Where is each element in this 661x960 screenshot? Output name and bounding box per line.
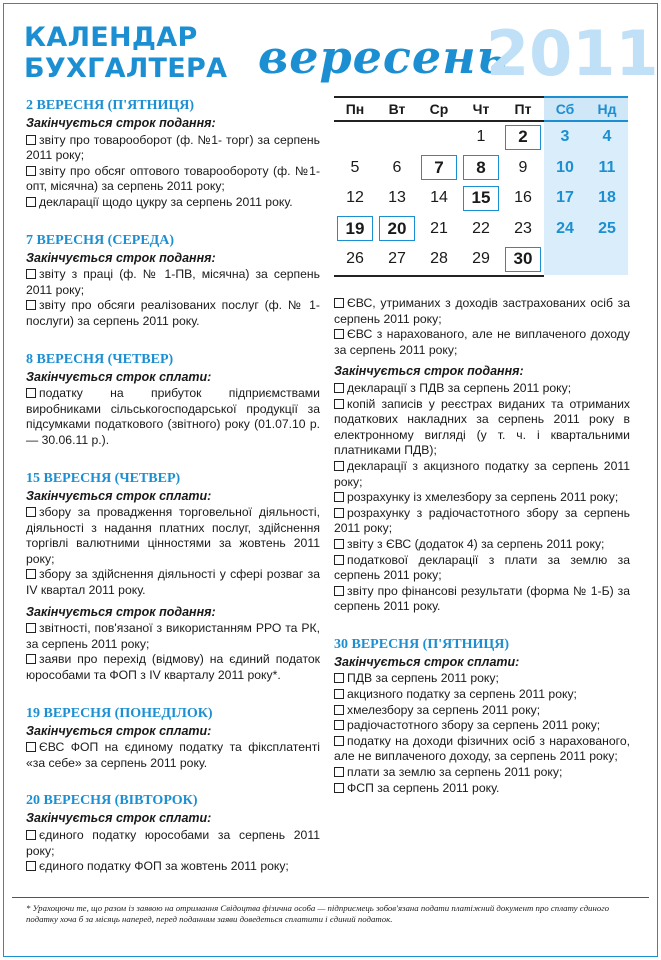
day-number: 2 — [505, 125, 541, 150]
item-text: податкової декларації з плати за землю за серпень 2011 року; — [334, 552, 630, 583]
item-text: ЄВС, утриманих з доходів застрахованих осіб за серпень 2011 року; — [334, 296, 630, 326]
day-number: 14 — [430, 189, 448, 207]
calendar-day — [544, 183, 586, 214]
item-text: копій записів у реєстрах виданих та отриманих податкових накладних за серпень 2011 року в електронному вигляді (у т. ч. і квартальними платниками ПДВ); — [334, 396, 630, 458]
calendar-day — [418, 183, 460, 214]
title-line-1: КАЛЕНДАР — [24, 22, 198, 53]
section-date: 2 ВЕРЕСНЯ (П'ЯТНИЦЯ) — [26, 98, 195, 113]
left-column — [26, 97, 320, 896]
checklist-item — [334, 537, 630, 553]
checkbox[interactable] — [334, 689, 344, 699]
item-text: ЄВС з нарахованого, але не виплаченого доходу за серпень 2011 року; — [334, 327, 630, 357]
calendar-day — [334, 244, 376, 275]
footnote: * Урахоцючи те, що разом із заявою на отримання Свідоцтва фізична особа — підприємець зобов'язана подати платіжний документ про сплату єдиного податку хоча б за місяць наперед, перед поданням заяви доведеться сплатити і єдиний податок. — [26, 903, 610, 924]
checklist-item — [334, 781, 630, 797]
checklist-item — [26, 652, 320, 683]
calendar-day — [460, 214, 502, 245]
group-heading: Закінчується строк сплати: — [26, 723, 212, 738]
checklist-item — [26, 164, 320, 195]
item-text: звіту з праці (ф. № 1-ПВ, місячна) за серпень 2011 року; — [26, 267, 320, 297]
calendar-day — [586, 183, 628, 214]
checklist-item — [334, 703, 630, 719]
checkbox[interactable] — [334, 399, 344, 409]
checkbox[interactable] — [26, 197, 36, 207]
checklist-item — [26, 859, 320, 875]
deadline-section — [26, 232, 320, 330]
weekday-2: Ср — [418, 96, 460, 122]
group-heading: Закінчується строк сплати: — [26, 488, 212, 503]
item-text: декларації з ПДВ за серпень 2011 року; — [347, 380, 572, 395]
year-title: 2011 — [486, 17, 659, 90]
calendar-day — [586, 122, 628, 153]
day-number: 30 — [505, 247, 541, 272]
calendar-day — [502, 122, 544, 153]
checklist-item — [334, 490, 630, 506]
item-text: збору за провадження торговельної діяльності, діяльності з надання платних послуг, здійснення торгівлі валютними цінностями за жовтень 2011 року; — [26, 505, 320, 566]
checkbox[interactable] — [334, 767, 344, 777]
deadline-section — [26, 351, 320, 449]
day-number: 3 — [560, 128, 570, 146]
calendar-day — [502, 214, 544, 245]
page-title — [24, 22, 227, 84]
item-text: звіту з ЄВС (додаток 4) за серпень 2011 року; — [347, 536, 605, 551]
checkbox[interactable] — [26, 388, 36, 398]
title-line-2: БУХГАЛТЕРА — [24, 53, 228, 84]
checkbox[interactable] — [334, 673, 344, 683]
item-text: ПДВ за серпень 2011 року; — [347, 671, 499, 686]
item-text: звіту про обсяг оптового товарообороту (ф. №1- опт, місячна) за серпень 2011 року; — [26, 163, 320, 194]
calendar — [334, 96, 628, 277]
item-text: акцизного податку за серпень 2011 року; — [347, 687, 577, 702]
calendar-day — [376, 244, 418, 275]
item-text: збору за здійснення діяльності у сфері розваг за IV квартал 2011 року. — [26, 567, 320, 598]
day-number: 10 — [556, 158, 574, 176]
calendar-day — [460, 244, 502, 275]
checklist-item — [334, 553, 630, 584]
checkbox[interactable] — [334, 539, 344, 549]
deadline-section — [334, 296, 630, 615]
item-text: податку на доходи фізичних осіб з нарахованого, але не виплаченого доходу, за серпень 2011 року; — [334, 733, 630, 764]
checklist-item — [334, 584, 630, 615]
group-heading: Закінчується строк подання: — [334, 364, 524, 379]
deadline-section — [26, 792, 320, 874]
day-number: 27 — [388, 250, 406, 268]
deadline-section — [334, 636, 630, 796]
calendar-bottom-rule — [334, 275, 544, 277]
day-number: 7 — [421, 155, 457, 180]
item-text: єдиного податку ФОП за жовтень 2011 року; — [39, 859, 289, 874]
item-text: плати за землю за серпень 2011 року; — [347, 765, 563, 780]
weekday-0: Пн — [334, 96, 376, 122]
right-column — [334, 296, 630, 817]
day-number: 23 — [514, 219, 532, 237]
checkbox[interactable] — [26, 269, 36, 279]
checklist-item — [334, 671, 630, 687]
section-date: 30 ВЕРЕСНЯ (П'ЯТНИЦЯ) — [334, 636, 510, 652]
checkbox[interactable] — [26, 300, 36, 310]
checklist-item — [26, 828, 320, 859]
calendar-day — [334, 214, 376, 245]
day-number: 9 — [518, 158, 528, 176]
day-number: 13 — [388, 189, 406, 207]
checkbox[interactable] — [334, 720, 344, 730]
day-number: 18 — [598, 189, 616, 207]
day-number: 17 — [556, 189, 574, 207]
checkbox[interactable] — [334, 329, 344, 339]
calendar-day — [586, 153, 628, 184]
checklist-item — [334, 687, 630, 703]
footnote-divider — [12, 897, 649, 898]
calendar-day — [586, 244, 628, 275]
day-number: 24 — [556, 219, 574, 237]
weekday-3: Чт — [460, 96, 502, 122]
calendar-day — [544, 214, 586, 245]
checkbox[interactable] — [334, 492, 344, 502]
calendar-day — [334, 153, 376, 184]
checkbox[interactable] — [334, 783, 344, 793]
checklist-item — [334, 397, 630, 459]
day-number: 5 — [350, 158, 360, 176]
day-number: 26 — [346, 250, 364, 268]
item-text: ЄВС ФОП на єдиному податку та фіксплатенті «за себе» за серпень 2011 року. — [26, 740, 320, 770]
checklist-item — [334, 381, 630, 397]
calendar-week — [334, 244, 628, 275]
section-date: 20 ВЕРЕСНЯ (ВІВТОРОК) — [26, 793, 198, 809]
checkbox[interactable] — [334, 705, 344, 715]
checkbox[interactable] — [334, 298, 344, 308]
item-text: радіочастотного збору за серпень 2011 року; — [347, 718, 601, 733]
calendar-day — [460, 183, 502, 214]
calendar-body — [334, 122, 628, 277]
day-number: 29 — [472, 250, 490, 268]
checklist-item — [26, 567, 320, 598]
checklist-item — [26, 621, 320, 652]
checklist-item — [334, 327, 630, 358]
item-text: хмелезбору за серпень 2011 року; — [347, 702, 541, 717]
calendar-day — [376, 183, 418, 214]
day-number: 19 — [337, 216, 373, 241]
checkbox[interactable] — [26, 623, 36, 633]
calendar-day — [544, 122, 586, 153]
item-text: розрахунку із хмелезбору за серпень 2011 року; — [347, 490, 619, 505]
item-text: декларації щодо цукру за серпень 2011 року. — [39, 194, 293, 209]
month-title: вересень — [258, 30, 509, 84]
day-number: 4 — [602, 128, 612, 146]
section-date: 19 ВЕРЕСНЯ (ПОНЕДІЛОК) — [26, 705, 213, 721]
checklist-item — [26, 386, 320, 448]
day-number: 8 — [463, 155, 499, 180]
checkbox[interactable] — [334, 383, 344, 393]
checklist-item — [26, 133, 320, 164]
item-text: звіту про обсяги реалізованих послуг (ф. № 1-послуги) за серпень 2011 року. — [26, 298, 320, 328]
calendar-day — [460, 153, 502, 184]
checkbox[interactable] — [334, 586, 344, 596]
checklist-item — [26, 267, 320, 298]
checkbox[interactable] — [26, 135, 36, 145]
item-text: звіту про фінансові результати (форма № 1-Б) за серпень 2011 року. — [334, 583, 630, 614]
item-text: звіту про товарооборот (ф. №1- торг) за серпень 2011 року; — [26, 132, 320, 163]
calendar-day — [334, 122, 376, 153]
day-number: 1 — [476, 128, 486, 146]
checkbox[interactable] — [334, 508, 344, 518]
calendar-day — [502, 183, 544, 214]
group-heading: Закінчується строк подання: — [26, 604, 216, 619]
day-number: 16 — [514, 189, 532, 207]
day-number: 11 — [598, 158, 616, 176]
group-heading: Закінчується строк подання: — [26, 116, 216, 130]
calendar-day — [544, 153, 586, 184]
calendar-day — [460, 122, 502, 153]
deadline-section — [26, 470, 320, 684]
calendar-day — [586, 214, 628, 245]
calendar-header — [334, 96, 628, 122]
checkbox[interactable] — [334, 736, 344, 746]
deadline-section — [26, 97, 320, 211]
weekday-1: Вт — [376, 96, 418, 122]
item-text: ФСП за серпень 2011 року. — [347, 780, 500, 795]
item-text: заяви про перехід (відмову) на єдиний податок юрособами та ФОП з IV кварталу 2011 року*. — [26, 652, 320, 683]
checkbox[interactable] — [26, 830, 36, 840]
day-number: 20 — [379, 216, 415, 241]
checkbox[interactable] — [334, 461, 344, 471]
checkbox[interactable] — [334, 555, 344, 565]
calendar-week — [334, 183, 628, 214]
checklist-item — [334, 296, 630, 327]
section-date: 7 ВЕРЕСНЯ (СЕРЕДА) — [26, 232, 175, 248]
checkbox[interactable] — [26, 569, 36, 579]
checklist-item — [334, 718, 630, 734]
calendar-day — [502, 153, 544, 184]
group-heading: Закінчується строк сплати: — [26, 811, 212, 826]
item-text: декларації з акцизного податку за серпень 2011 року; — [334, 458, 630, 489]
calendar-day — [376, 214, 418, 245]
weekday-6: Нд — [586, 96, 628, 122]
checklist-item — [26, 740, 320, 771]
checklist-item — [26, 505, 320, 567]
section-date: 15 ВЕРЕСНЯ (ЧЕТВЕР) — [26, 470, 181, 486]
checklist-item — [334, 734, 630, 765]
item-text: податку на прибуток підприємствами виробниками сільськогосподарської продукції за підсумками податкового (звітного) року (01.07.10 р. — 30.06.11 р.). — [26, 386, 320, 447]
checkbox[interactable] — [26, 166, 36, 176]
checklist-item — [334, 506, 630, 537]
item-text: розрахунку з радіочастотного збору за серпень 2011 року; — [334, 505, 630, 536]
calendar-week — [334, 122, 628, 153]
calendar-week — [334, 153, 628, 184]
deadline-section — [26, 705, 320, 772]
checkbox[interactable] — [26, 507, 36, 517]
day-number: 6 — [392, 158, 402, 176]
checklist-item — [26, 298, 320, 329]
calendar-day — [418, 214, 460, 245]
calendar-week — [334, 214, 628, 245]
weekday-5: Сб — [544, 96, 586, 122]
checkbox[interactable] — [26, 861, 36, 871]
calendar-day — [418, 122, 460, 153]
section-date: 8 ВЕРЕСНЯ (ЧЕТВЕР) — [26, 351, 174, 367]
day-number: 21 — [430, 219, 448, 237]
day-number: 25 — [598, 219, 616, 237]
calendar-day — [376, 122, 418, 153]
calendar-day — [418, 153, 460, 184]
item-text: звітності, пов'язаної з використанням РРО та РК, за серпень 2011 року; — [26, 621, 320, 651]
checkbox[interactable] — [26, 654, 36, 664]
calendar-day — [418, 244, 460, 275]
group-heading: Закінчується строк сплати: — [334, 654, 520, 669]
group-heading: Закінчується строк сплати: — [26, 369, 212, 384]
calendar-day — [502, 244, 544, 275]
checkbox[interactable] — [26, 742, 36, 752]
group-heading: Закінчується строк подання: — [26, 250, 216, 265]
checklist-item — [334, 765, 630, 781]
checklist-item — [26, 195, 320, 211]
calendar-day — [376, 153, 418, 184]
checklist-item — [334, 459, 630, 490]
day-number: 22 — [472, 219, 490, 237]
day-number: 12 — [346, 189, 364, 207]
day-number: 15 — [463, 186, 499, 211]
day-number: 28 — [430, 250, 448, 268]
calendar-day — [334, 183, 376, 214]
calendar-day — [544, 244, 586, 275]
item-text: єдиного податку юрособами за серпень 2011 року; — [26, 828, 320, 858]
weekday-4: Пт — [502, 96, 544, 122]
